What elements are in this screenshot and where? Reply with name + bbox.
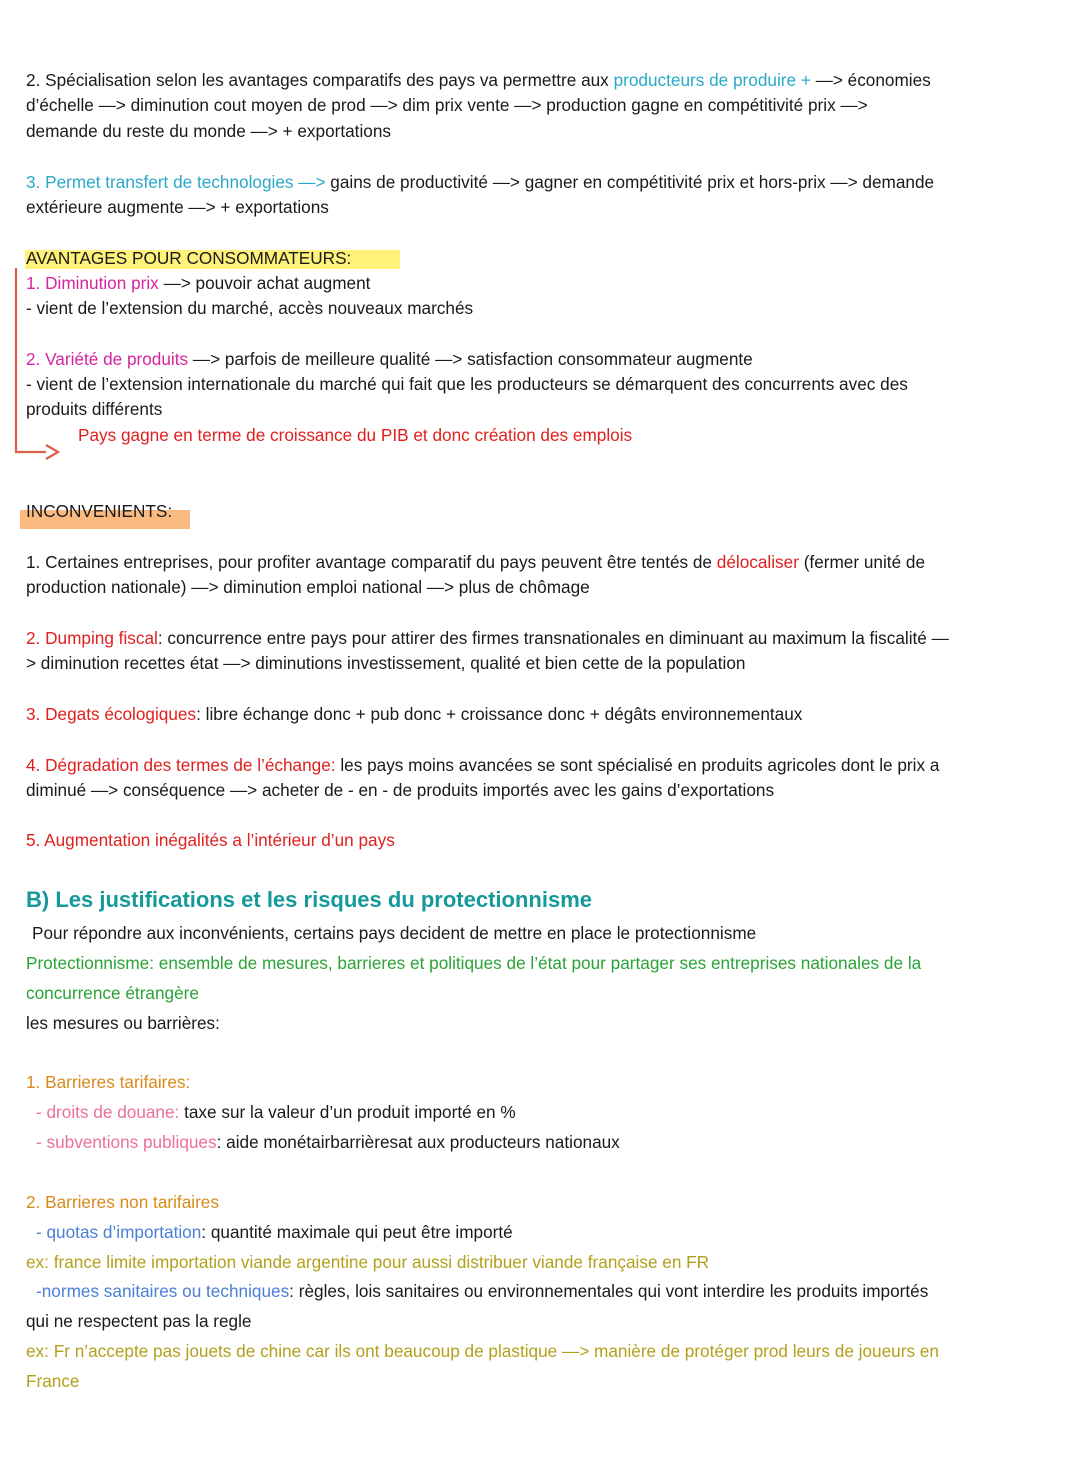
text-segment: 5. Augmentation inégalités a l’intérieur d’un pays: [26, 830, 395, 850]
text-segment: d’échelle —> diminution cout moyen de prod —> dim prix vente —> production gagne en compétitivité prix —>: [26, 95, 868, 115]
text-segment: demande du reste du monde —> + exportations: [26, 121, 391, 141]
text-line: [26, 271, 370, 295]
text-segment: —> pouvoir achat augment: [163, 273, 371, 293]
text-segment: 2. Dumping fiscal: [26, 628, 158, 648]
text-segment: : quantité maximale qui peut être importé: [201, 1222, 513, 1242]
text-segment: > diminution recettes état —> diminutions investissement, qualité et bien cette de la population: [26, 653, 746, 673]
text-line: [26, 1070, 190, 1094]
text-segment: AVANTAGES POUR CONSOMMATEURS:: [26, 248, 352, 268]
text-segment: Protectionnisme: ensemble de mesures, barrieres et politiques de l’état pour partager ses entreprises nationales de la: [26, 953, 922, 973]
text-segment: production nationale) —> diminution emploi national —> plus de chômage: [26, 577, 590, 597]
text-segment: : concurrence entre pays pour attirer des firmes transnationales en diminuant au maximum la fiscalité —: [157, 628, 949, 648]
text-line: [26, 195, 329, 219]
text-segment: ex: france limite importation viande argentine pour aussi distribuer viande française en FR: [26, 1252, 710, 1272]
text-segment: : règles, lois sanitaires ou environnementales qui vont interdire les produits importés: [289, 1281, 929, 1301]
text-segment: ex: Fr n’accepte pas jouets de chine car ils ont beaucoup de plastique —> manière de protéger prod leurs de joueurs en: [26, 1341, 939, 1361]
text-line: [26, 1011, 220, 1035]
text-line: [26, 347, 753, 371]
text-line: [36, 1130, 620, 1154]
text-segment: concurrence étrangère: [26, 983, 199, 1003]
text-line: [26, 981, 199, 1005]
section-heading: [26, 886, 592, 914]
text-line: [26, 1250, 709, 1274]
text-segment: 1. Diminution prix: [26, 273, 164, 293]
text-segment: Pays gagne en terme de croissance du PIB et donc création des emplois: [78, 425, 633, 445]
text-segment: délocaliser: [716, 552, 799, 572]
text-line: [26, 951, 921, 975]
text-segment: - vient de l’extension internationale du marché qui fait que les producteurs se démarquent des concurrents avec des: [26, 374, 908, 394]
text-segment: gains de productivité —> gagner en compétitivité prix et hors-prix —> demande: [330, 172, 935, 192]
text-segment: Pour répondre aux inconvénients, certains pays decident de mettre en place le protectionnisme: [32, 923, 757, 943]
text-line: [36, 1100, 516, 1124]
text-line: [26, 626, 949, 650]
text-segment: 2. Spécialisation selon les avantages comparatifs des pays va permettre aux: [26, 70, 614, 90]
text-segment: France: [26, 1371, 80, 1391]
text-line: [36, 1220, 513, 1244]
text-line: [26, 1369, 80, 1393]
text-line: [26, 753, 939, 777]
text-segment: les pays moins avancées se sont spécialisé en produits agricoles dont le prix a: [335, 755, 940, 775]
text-line: [26, 119, 391, 143]
text-segment: - subventions publiques: [36, 1132, 217, 1152]
text-line: [26, 1309, 252, 1333]
text-line: [26, 93, 868, 117]
text-line: [26, 651, 745, 675]
text-line: [78, 423, 632, 447]
text-segment: (fermer unité de: [798, 552, 926, 572]
text-line: [26, 170, 934, 194]
text-line: [32, 921, 756, 945]
text-segment: 1. Barrieres tarifaires:: [26, 1072, 191, 1092]
text-segment: —> économies: [815, 70, 931, 90]
text-segment: 4. Dégradation des termes de l’échange:: [26, 755, 336, 775]
text-segment: : aide monétairbarrièresat aux producteurs nationaux: [216, 1132, 620, 1152]
text-segment: diminué —> conséquence —> acheter de - en - de produits importés avec les gains d’exportations: [26, 780, 775, 800]
text-segment: B) Les justifications et les risques du protectionnisme: [26, 887, 593, 912]
text-segment: extérieure augmente —> + exportations: [26, 197, 329, 217]
text-segment: 2. Variété de produits: [26, 349, 193, 369]
text-segment: —> parfois de meilleure qualité —> satisfaction consommateur augmente: [192, 349, 753, 369]
text-line: [26, 296, 473, 320]
text-segment: : libre échange donc + pub donc + croissance donc + dégâts environnementaux: [196, 704, 803, 724]
text-line: [36, 1279, 928, 1303]
text-segment: 3. Permet transfert de technologies —>: [26, 172, 331, 192]
text-line: [26, 702, 802, 726]
text-segment: produits différents: [26, 399, 163, 419]
text-segment: - droits de douane:: [36, 1102, 180, 1122]
text-line: [26, 575, 590, 599]
text-segment: - quotas d’importation: [36, 1222, 202, 1242]
text-segment: taxe sur la valeur d’un produit importé en %: [179, 1102, 516, 1122]
text-segment: - vient de l’extension du marché, accès nouveaux marchés: [26, 298, 474, 318]
text-segment: 2. Barrieres non tarifaires: [26, 1192, 219, 1212]
text-line: [26, 246, 351, 270]
text-segment: 3. Degats écologiques: [26, 704, 197, 724]
text-segment: 1. Certaines entreprises, pour profiter avantage comparatif du pays peuvent être tentés de: [26, 552, 717, 572]
text-segment: -normes sanitaires ou techniques: [36, 1281, 290, 1301]
text-segment: producteurs de produire +: [613, 70, 816, 90]
text-line: [26, 499, 172, 523]
text-line: [26, 1190, 219, 1214]
text-segment: qui ne respectent pas la regle: [26, 1311, 252, 1331]
text-line: [26, 68, 931, 92]
text-segment: les mesures ou barrières:: [26, 1013, 220, 1033]
text-line: [26, 397, 162, 421]
text-line: [26, 778, 774, 802]
text-line: [26, 550, 925, 574]
text-line: [26, 372, 908, 396]
text-line: [26, 828, 395, 852]
text-line: [26, 1339, 939, 1363]
text-segment: INCONVENIENTS:: [26, 501, 173, 521]
